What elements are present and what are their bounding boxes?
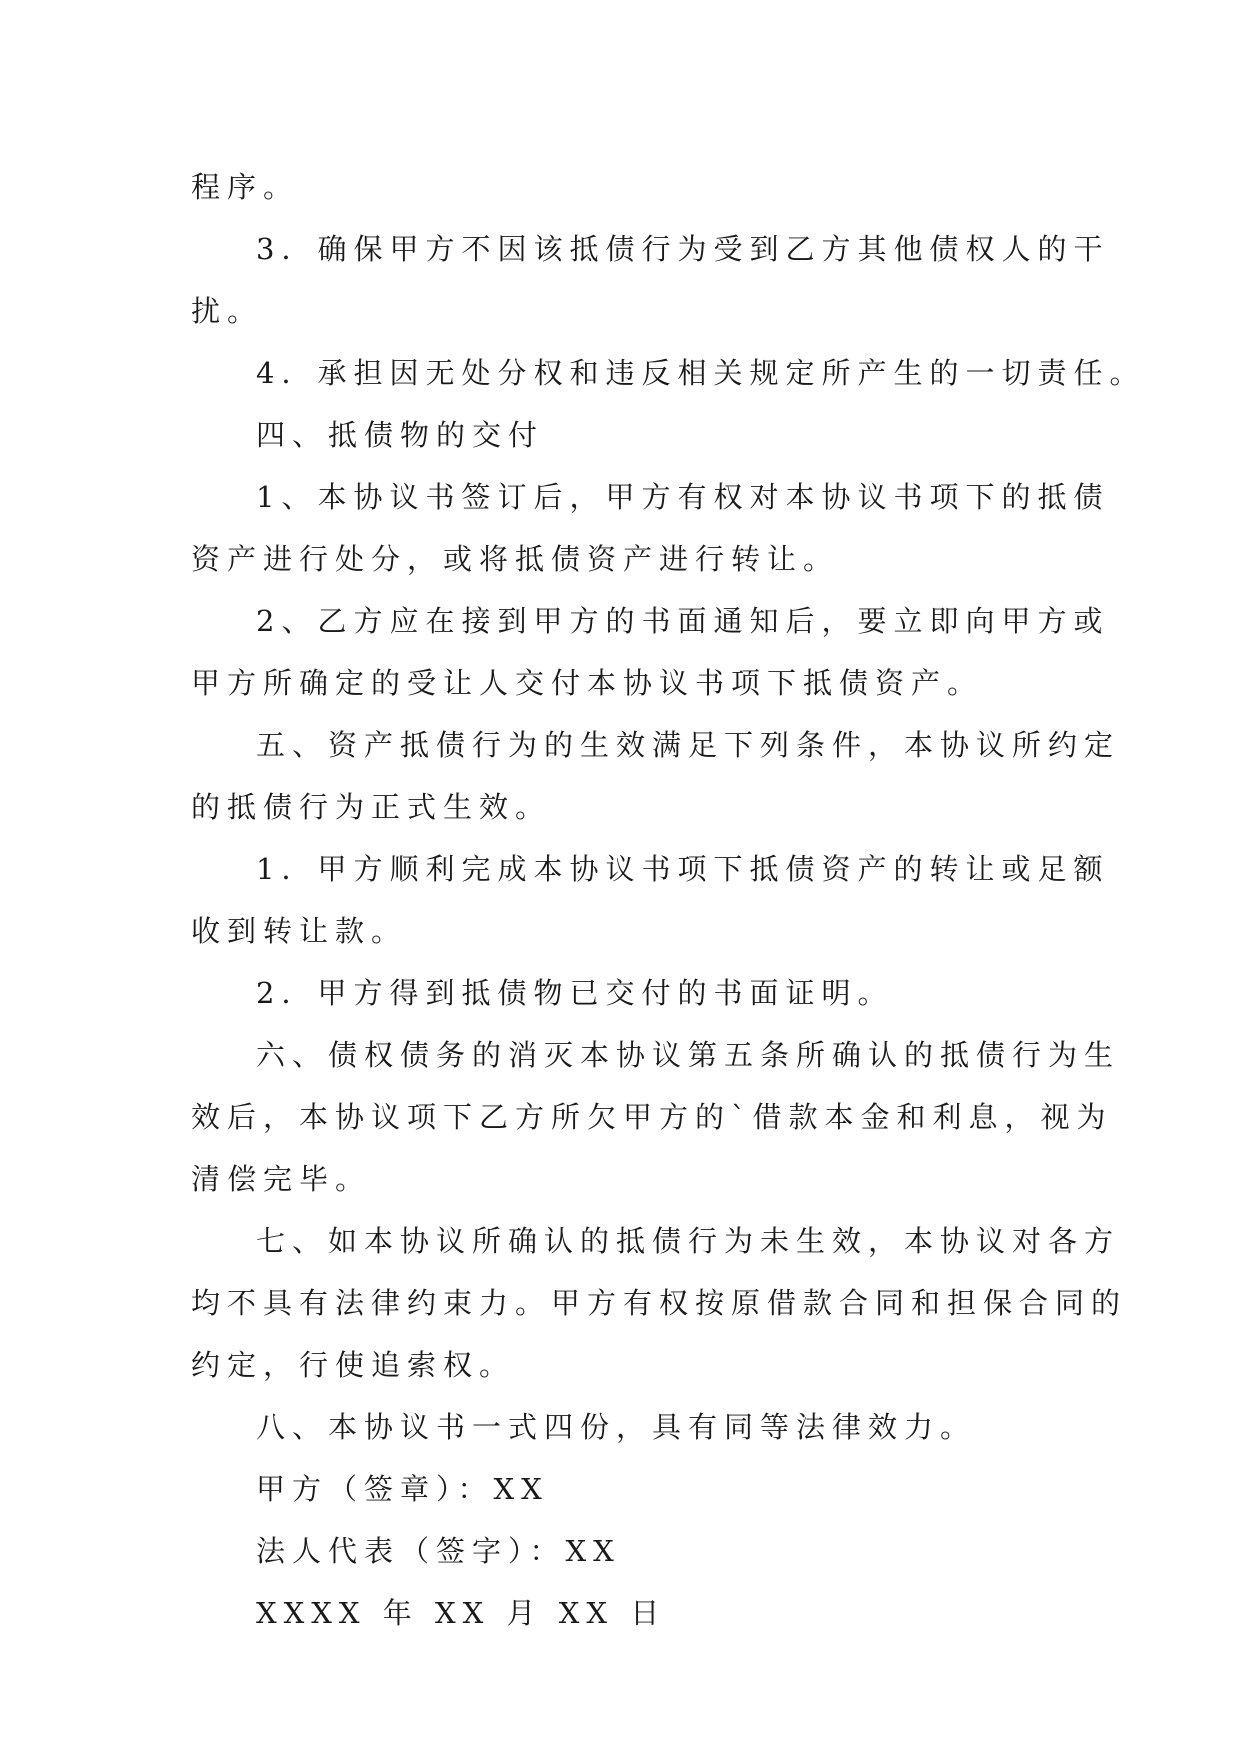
text-line: 3．确保甲方不因该抵债行为受到乙方其他债权人的干 <box>256 232 1110 266</box>
text-line: 约定，行使追索权。 <box>191 1348 516 1382</box>
section-heading: 六、债权债务的消灭本协议第五条所确认的抵债行为生 <box>256 1038 1121 1072</box>
section-heading: 四、抵债物的交付 <box>256 418 545 452</box>
signature-legal-representative: 法人代表（签字）：XX <box>256 1534 621 1568</box>
section-heading: 五、资产抵债行为的生效满足下列条件，本协议所约定 <box>256 728 1121 762</box>
text-line: 程序。 <box>191 170 300 204</box>
text-line: 2．甲方得到抵债物已交付的书面证明。 <box>256 976 894 1010</box>
text-line: 2、乙方应在接到甲方的书面通知后，要立即向甲方或 <box>256 604 1110 638</box>
document-body <box>191 156 1146 1644</box>
text-line: 效后，本协议项下乙方所欠甲方的`借款本金和利息，视为 <box>191 1100 1113 1134</box>
text-line: 甲方所确定的受让人交付本协议书项下抵债资产。 <box>191 666 984 700</box>
text-line: 1．甲方顺利完成本协议书项下抵债资产的转让或足额 <box>256 852 1110 886</box>
text-line: 4．承担因无处分权和违反相关规定所产生的一切责任。 <box>256 356 1146 390</box>
text-line: 1、本协议书签订后，甲方有权对本协议书项下的抵债 <box>256 480 1110 514</box>
text-line: 扰。 <box>191 294 264 328</box>
section-heading: 八、本协议书一式四份，具有同等法律效力。 <box>256 1410 977 1444</box>
section-heading: 七、如本协议所确认的抵债行为未生效，本协议对各方 <box>256 1224 1121 1258</box>
signature-party-a: 甲方（签章）：XX <box>256 1472 549 1506</box>
text-line: 资产进行处分，或将抵债资产进行转让。 <box>191 542 840 576</box>
text-line: 收到转让款。 <box>191 914 408 948</box>
text-line: 的抵债行为正式生效。 <box>191 790 552 824</box>
signature-date: XXXX 年 XX 月 XX 日 <box>256 1596 667 1630</box>
text-line: 均不具有法律约束力。甲方有权按原借款合同和担保合同的 <box>191 1286 1128 1320</box>
text-line: 清偿完毕。 <box>191 1162 372 1196</box>
